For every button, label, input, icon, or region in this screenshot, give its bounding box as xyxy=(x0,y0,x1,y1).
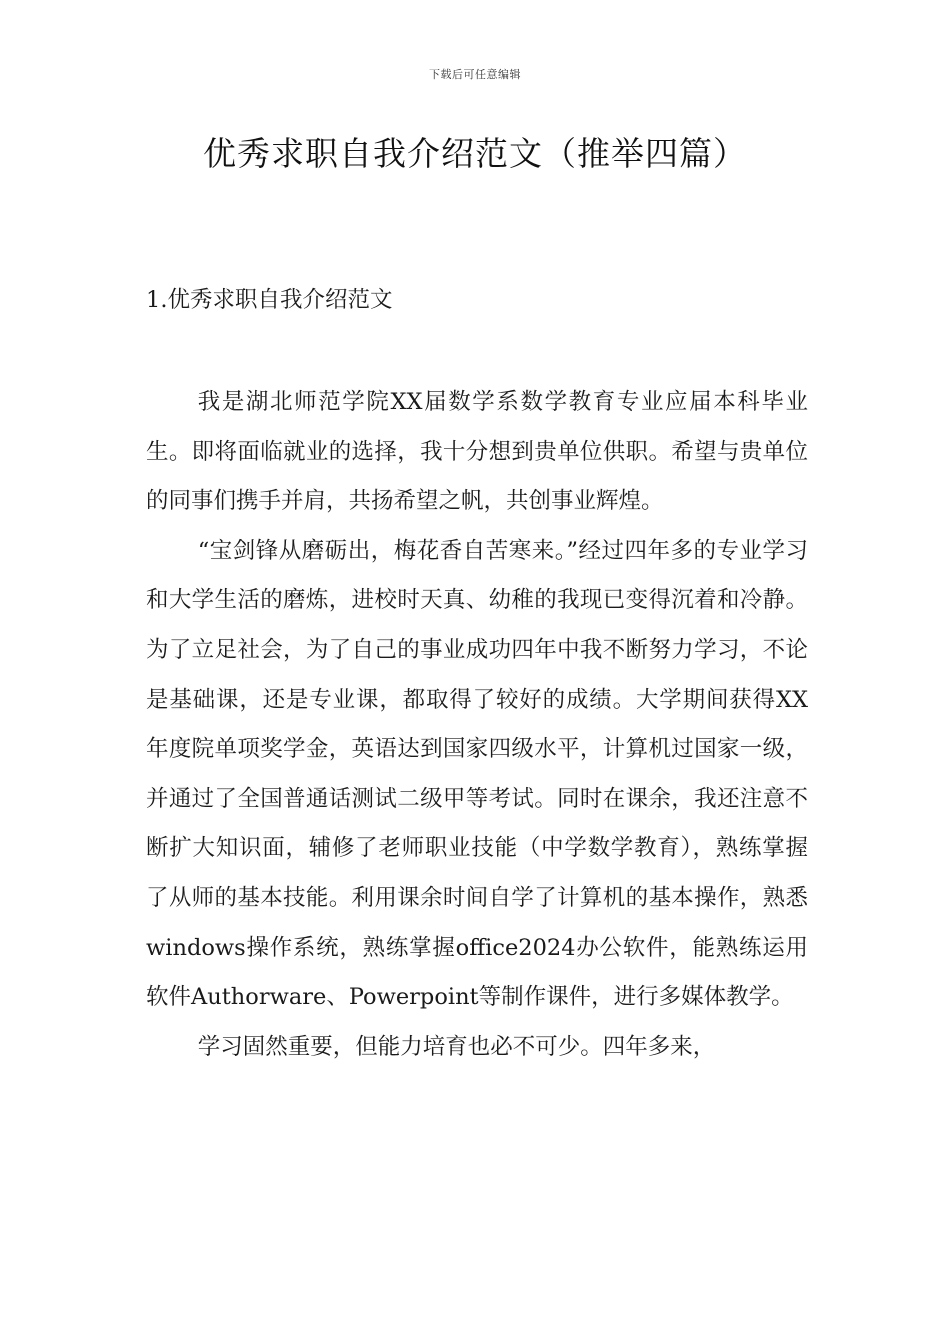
document-body xyxy=(146,378,808,1072)
document-title: 优秀求职自我介绍范文（推举四篇） xyxy=(203,134,747,173)
body-paragraph: 我是湖北师范学院XX届数学系数学教育专业应届本科毕业生。即将面临就业的选择，我十分想到贵单位供职。希望与贵单位的同事们携手并肩，共扬希望之帆，共创事业辉煌。 xyxy=(146,389,808,515)
section-heading: 1.优秀求职自我介绍范文 xyxy=(146,287,393,313)
body-paragraph: “宝剑锋从磨砺出，梅花香自苦寒来。”经过四年多的专业学习和大学生活的磨炼，进校时天真、幼稚的我现已变得沉着和冷静。为了立足社会，为了自己的事业成功四年中我不断努力学习，不论是基础课，还是专业课，都取得了较好的成绩。大学期间获得XX年度院单项奖学金，英语达到国家四级水平，计算机过国家一级，并通过了全国普通话测试二级甲等考试。同时在课余，我还注意不断扩大知识面，辅修了老师职业技能（中学数学教育），熟练掌握了从师的基本技能。利用课余时间自学了计算机的基本操作，熟悉windows操作系统，熟练掌握office2024办公软件，能熟练运用软件Authorware、Powerpoint等制作课件，进行多媒体教学。 xyxy=(146,537,808,1011)
header-note: 下载后可任意编辑 xyxy=(429,68,521,81)
body-paragraph: 学习固然重要，但能力培育也必不可少。四年多来， xyxy=(197,1033,716,1060)
